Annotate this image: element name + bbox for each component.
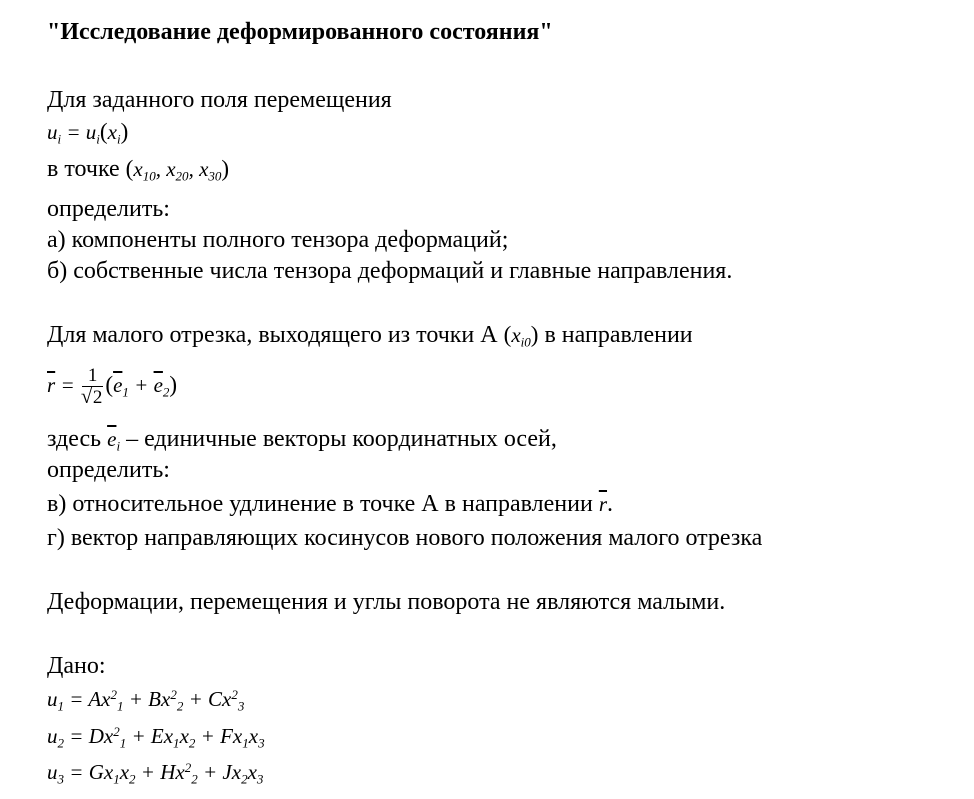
intro-line-3: определить: — [47, 196, 170, 222]
task-c: в) относительное удлинение в точке А в направлении $\overline{r}$. — [47, 491, 614, 517]
formula-u1: $u_1 = Ax^2_1 + Bx^2_2 + Cx^2_3$ — [47, 686, 245, 714]
task-b: б) собственные числа тензора деформаций и главные направления. — [47, 258, 733, 284]
point-label: в точке — [47, 156, 120, 182]
page-title: "Исследование деформированного состояния" — [47, 19, 553, 45]
formula-u3: $u_3 = Gx_1x_2 + Hx^2_2 + Jx_2x_3$ — [47, 759, 264, 787]
given-label: Дано: — [47, 653, 106, 679]
fraction-one-over-sqrt2: 1 √ 2 — [80, 364, 103, 408]
segment-line-1: Для малого отрезка, выходящего из точки А $(x_{i0})$ в направлении — [47, 321, 693, 350]
formula-point: ($x_{10}$, $x_{20}$, $x_{30}$) — [125, 155, 230, 184]
segment-line-4: определить: — [47, 457, 170, 483]
note-line: Деформации, перемещения и углы поворота не являются малыми. — [47, 589, 726, 615]
formula-u2: $u_2 = Dx^2_1 + Ex_1x_2 + Fx_1x_3$ — [47, 723, 265, 751]
task-d: г) вектор направляющих косинусов нового положения малого отрезка — [47, 525, 763, 551]
formula-direction-vector: $\overline{r}$ = 1 √ 2 $(\overline{e}_1 + \overline{e}_2)$ — [47, 364, 178, 408]
formula-displacement-field: $u_i = u_i(x_i)$ — [47, 118, 129, 147]
intro-line-1: Для заданного поля перемещения — [47, 87, 392, 113]
segment-here-line: здесь $\overline{e}_i$ – единичные векторы координатных осей, — [47, 426, 557, 454]
intro-point-line — [47, 154, 229, 183]
formula-point-a: $(x_{i0})$ — [503, 321, 539, 350]
task-a: а) компоненты полного тензора деформаций; — [47, 227, 509, 253]
